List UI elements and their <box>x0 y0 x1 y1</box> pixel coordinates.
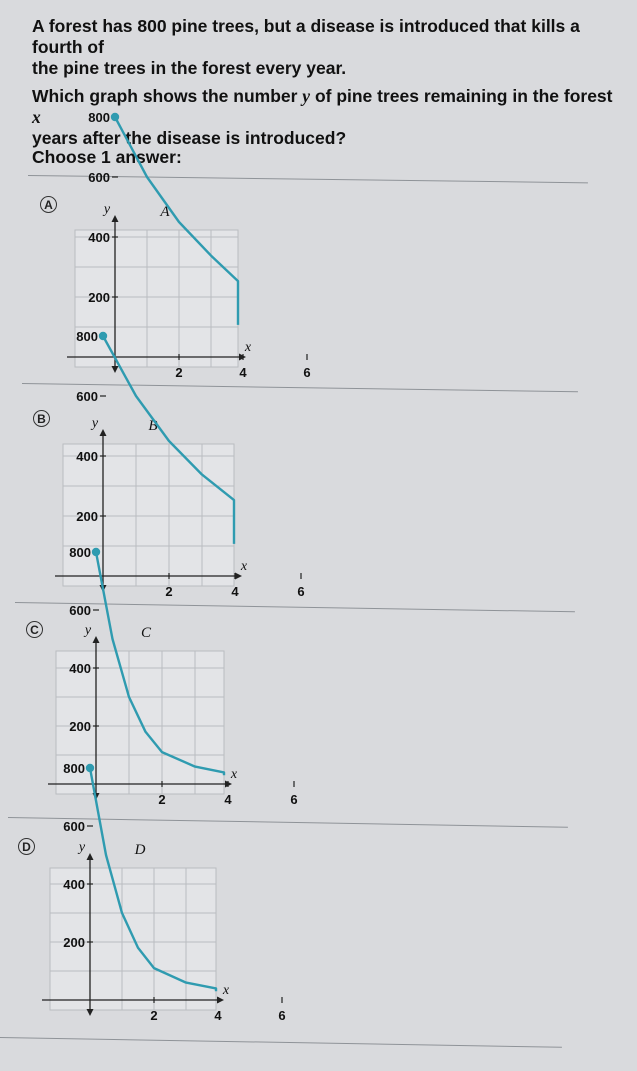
choose-instruction: Choose 1 answer: <box>32 147 182 167</box>
x-axis-label: x <box>240 559 248 574</box>
answer-option-d[interactable] <box>0 761 637 1045</box>
y-tick-label: 200 <box>88 290 110 305</box>
y-tick-label: 600 <box>69 603 91 618</box>
prompt-var-x: x <box>32 107 41 127</box>
prompt-part-3: years after the disease is introduced? <box>32 128 347 148</box>
y-tick-label: 400 <box>88 230 110 245</box>
chart-title: B <box>148 418 158 434</box>
y-tick-label: 800 <box>76 329 98 344</box>
y-tick-label: 200 <box>76 509 98 524</box>
y-tick-label: 200 <box>63 935 85 950</box>
prompt-var-y: y <box>302 86 311 106</box>
graph-c <box>0 545 300 822</box>
y-tick-label: 600 <box>88 170 110 185</box>
x-tick-label: 6 <box>303 365 311 380</box>
y-tick-label: 400 <box>69 661 91 676</box>
x-tick-label: 6 <box>297 584 305 599</box>
y-tick-label: 400 <box>63 877 85 892</box>
radio-button-a[interactable]: A <box>40 196 57 213</box>
x-tick-label: 4 <box>231 584 239 599</box>
y-tick-label: 600 <box>76 389 98 404</box>
x-tick-label: 6 <box>278 1008 286 1023</box>
y-axis-arrow-icon <box>93 636 100 643</box>
x-axis-label: x <box>244 340 252 355</box>
x-tick-label: 2 <box>175 365 183 380</box>
radio-button-b[interactable]: B <box>33 410 50 427</box>
data-point-start <box>111 113 119 121</box>
prompt-part-2: of pine trees remaining in the forest <box>310 86 613 106</box>
y-axis-arrow-icon <box>112 215 119 222</box>
x-tick-label: 4 <box>224 792 232 807</box>
y-tick-label: 400 <box>76 449 98 464</box>
x-tick-label: 6 <box>290 792 298 807</box>
radio-button-c[interactable]: C <box>26 621 43 638</box>
x-axis-label: x <box>222 983 230 998</box>
chart-title: D <box>134 842 146 858</box>
chart-title: A <box>160 204 170 220</box>
x-tick-label: 2 <box>150 1008 158 1023</box>
y-axis-down-arrow-icon <box>87 1009 94 1016</box>
y-tick-label: 200 <box>69 719 91 734</box>
x-tick-label: 2 <box>165 584 173 599</box>
graph-b <box>0 329 305 609</box>
graph-d <box>0 761 300 1040</box>
prompt-part-1: Which graph shows the number <box>32 86 303 106</box>
x-tick-label: 2 <box>158 792 166 807</box>
y-axis-label: y <box>78 840 86 855</box>
question-line-2: the pine trees in the forest every year. <box>32 58 347 78</box>
data-point-start <box>92 548 100 556</box>
divider <box>28 175 588 183</box>
x-tick-label: 4 <box>239 365 247 380</box>
y-tick-label: 800 <box>88 110 110 125</box>
answer-option-b[interactable] <box>0 329 637 614</box>
data-point-start <box>86 764 94 772</box>
data-point-start <box>99 332 107 340</box>
chart-title: C <box>140 625 152 641</box>
y-axis-label: y <box>84 623 92 638</box>
y-axis-label: y <box>91 416 99 431</box>
x-axis-label: x <box>230 767 238 782</box>
y-axis-arrow-icon <box>87 853 94 860</box>
y-axis-label: y <box>103 202 111 217</box>
radio-button-d[interactable]: D <box>18 838 35 855</box>
question-line-1: A forest has 800 pine trees, but a disease is introduced that kills a fourth of <box>32 16 580 57</box>
question-stem <box>32 16 622 79</box>
y-axis-arrow-icon <box>100 429 107 436</box>
question-prompt <box>32 86 622 149</box>
y-tick-label: 800 <box>63 761 85 776</box>
y-tick-label: 800 <box>69 545 91 560</box>
y-tick-label: 600 <box>63 819 85 834</box>
y-axis-down-arrow-icon <box>112 366 119 373</box>
x-tick-label: 4 <box>214 1008 222 1023</box>
